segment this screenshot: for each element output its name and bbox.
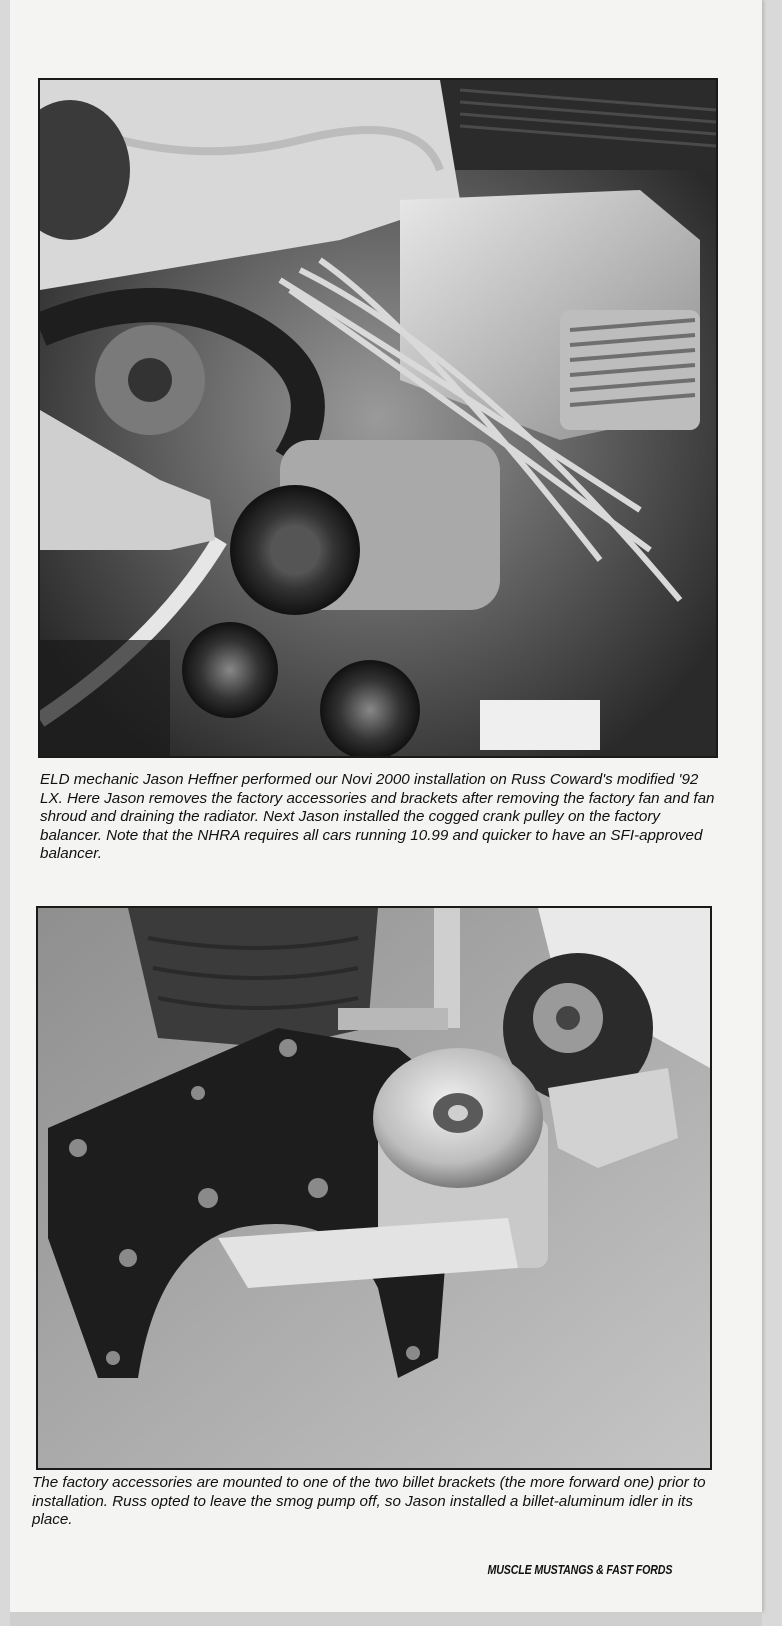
scan-edge (10, 1612, 762, 1626)
publication-footer: MUSCLE MUSTANGS & FAST FORDS (487, 1562, 672, 1577)
engine-bay-caption: ELD mechanic Jason Heffner performed our Novi 2000 installation on Russ Coward's modified '92 LX. Here Jason removes the factory accessories and brackets after removing the factory fan and fan shroud and draining the radiator. Next Jason installed the cogged crank pulley on the factory balancer. Note that the NHRA requires all cars running 10.99 and quicker to have an SFI-approved balancer. (40, 771, 715, 863)
billet-bracket-photo (36, 906, 712, 1470)
magazine-page (10, 0, 762, 1612)
billet-bracket-caption: The factory accessories are mounted to one of the two billet brackets (the more forward one) prior to installation. Russ opted to leave the smog pump off, so Jason installed a billet-aluminum idler in its place. (32, 1474, 706, 1529)
engine-bay-photo (38, 78, 718, 758)
engine-bay-illustration (40, 80, 716, 756)
billet-bracket-illustration (38, 908, 710, 1468)
